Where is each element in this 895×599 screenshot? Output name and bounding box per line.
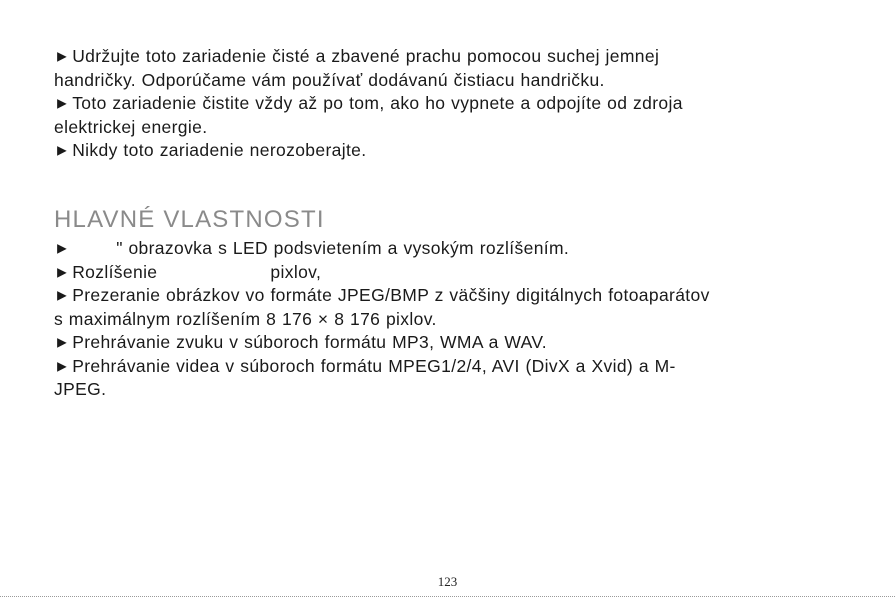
- feature-list: [54, 237, 884, 402]
- bullet-arrow-icon: ►: [54, 142, 71, 160]
- care-item-cleaning-continued: [54, 116, 884, 140]
- feature-item-audio: [54, 331, 884, 355]
- care-text-line: Udržujte toto zariadenie čisté a zbavené prachu pomocou suchej jemnej: [72, 46, 660, 66]
- bullet-arrow-icon: ►: [54, 240, 71, 258]
- feature-text-line: Prezeranie obrázkov vo formáte JPEG/BMP z väčšiny digitálnych fotoaparátov: [72, 285, 710, 305]
- care-item-cleaning: [54, 92, 884, 116]
- care-item-dust-continued: [54, 69, 884, 93]
- care-text-line: elektrickej energie.: [54, 116, 208, 137]
- feature-text-line: Prehrávanie videa v súboroch formátu MPEG1/2/4, AVI (DivX a Xvid) a M-: [72, 355, 676, 376]
- care-instructions: [54, 45, 884, 163]
- feature-item-photos: [54, 284, 884, 308]
- feature-item-photos-continued: [54, 308, 884, 332]
- feature-text-line: s maximálnym rozlíšením 8 176 × 8 176 pixlov.: [54, 308, 437, 329]
- bullet-arrow-icon: ►: [54, 95, 71, 113]
- bullet-arrow-icon: ►: [54, 358, 71, 375]
- bullet-arrow-icon: ►: [54, 264, 71, 281]
- care-text-line: Toto zariadenie čistite vždy až po tom, ako ho vypnete a odpojíte od zdroja: [72, 93, 683, 113]
- section-heading: HLAVNÉ VLASTNOSTI: [54, 206, 325, 233]
- resolution-unit: pixlov,: [270, 261, 322, 282]
- resolution-label: Rozlíšenie: [72, 261, 158, 282]
- feature-text-line: Prehrávanie zvuku v súboroch formátu MP3, WMA a WAV.: [72, 332, 547, 352]
- page-divider: [0, 596, 895, 597]
- bullet-arrow-icon: ►: [54, 48, 71, 66]
- care-text-line: handričky. Odporúčame vám používať dodávanú čistiacu handričku.: [54, 69, 605, 90]
- feature-item-resolution: [54, 261, 884, 285]
- care-text-line: Nikdy toto zariadenie nerozoberajte.: [72, 140, 367, 160]
- feature-item-video: [54, 355, 884, 379]
- feature-item-video-continued: [54, 378, 884, 402]
- bullet-arrow-icon: ►: [54, 334, 71, 352]
- feature-text-line: " obrazovka s LED podsvietením a vysokým rozlíšením.: [116, 238, 570, 258]
- bullet-arrow-icon: ►: [54, 287, 71, 305]
- page-number: 123: [437, 574, 458, 589]
- feature-item-screen: [54, 237, 884, 261]
- care-item-disassemble: [54, 139, 884, 163]
- feature-text-line: JPEG.: [54, 379, 107, 399]
- care-item-dust: [54, 45, 884, 69]
